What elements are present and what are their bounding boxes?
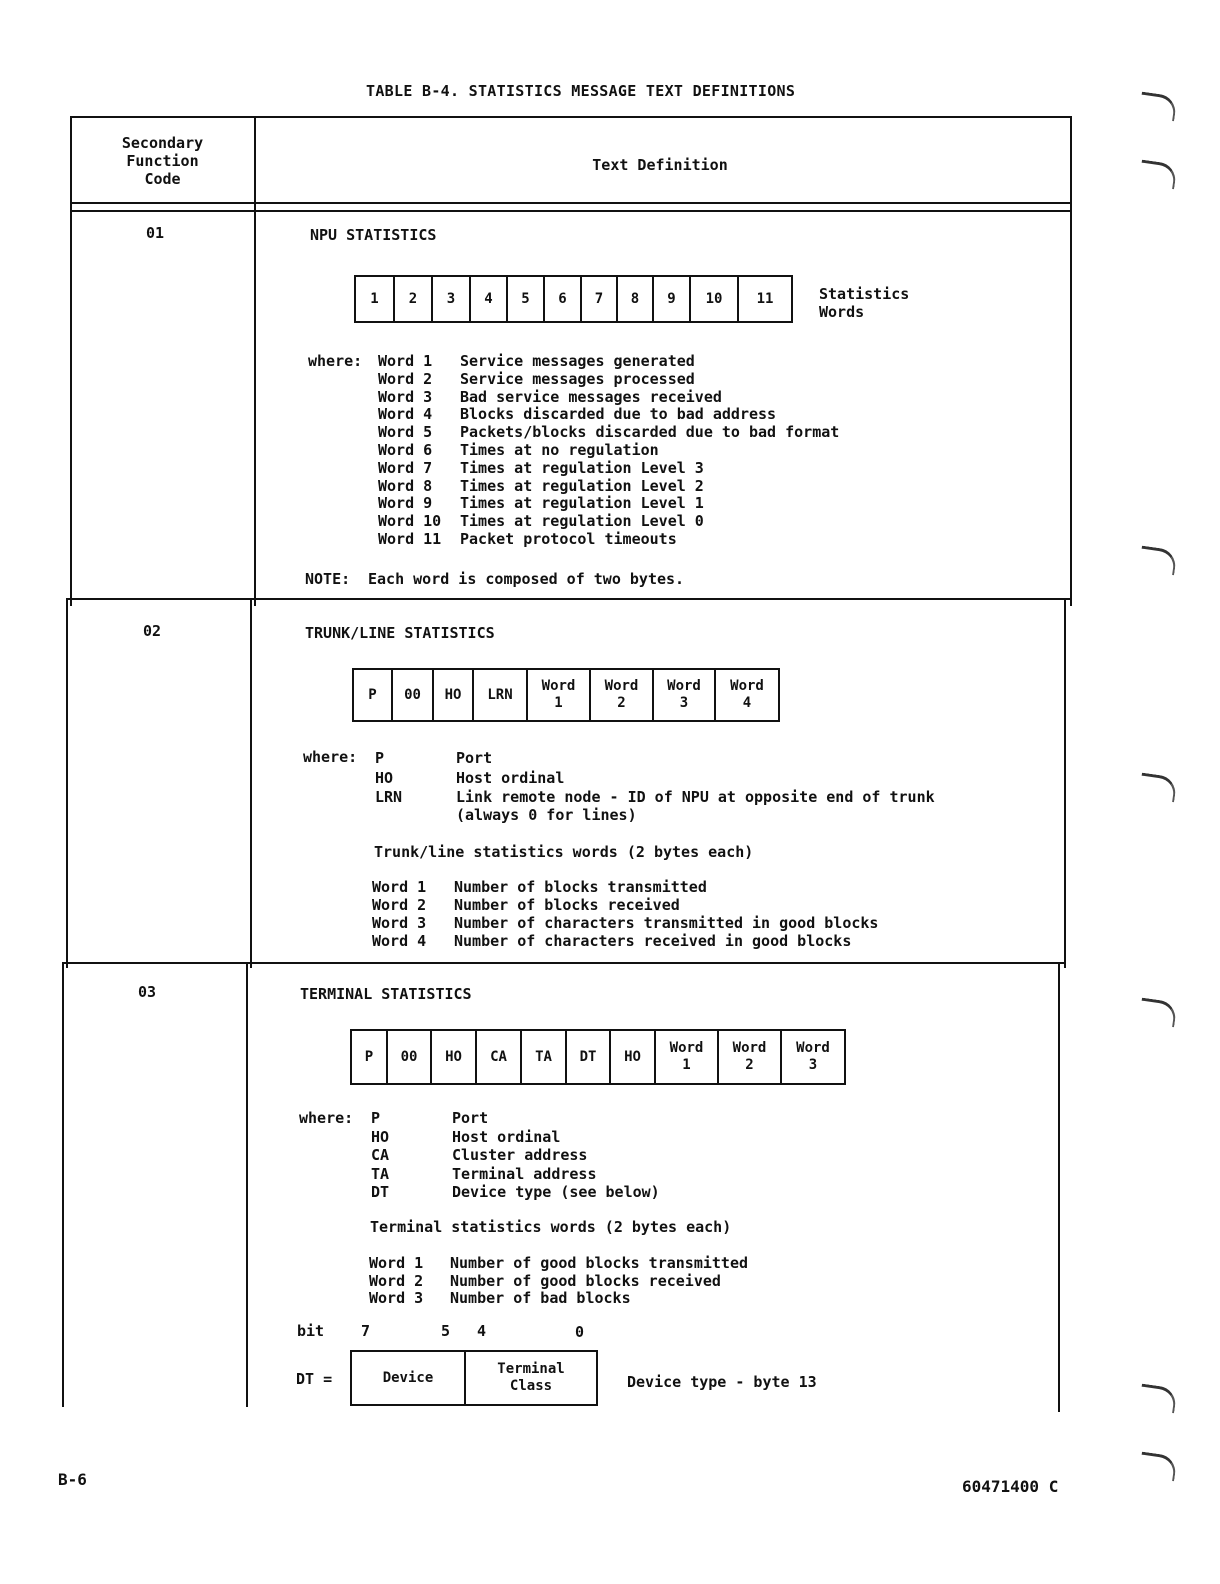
definition-text: Times at no regulation (460, 441, 659, 459)
definition-term: LRN (375, 788, 403, 806)
definition-text: Cluster address (452, 1146, 588, 1164)
note-label: NOTE: (305, 570, 351, 588)
bit-7: 7 (361, 1322, 371, 1340)
header-rule-2 (70, 210, 1072, 212)
definition-text: Service messages generated (460, 352, 695, 370)
field-box: P (352, 1031, 388, 1083)
field-box: HO (434, 670, 474, 720)
definition-text: Port (456, 749, 493, 767)
definition-text: Number of characters transmitted in good blocks (454, 914, 879, 932)
word-box: 5 (508, 277, 545, 321)
table-title: TABLE B-4. STATISTICS MESSAGE TEXT DEFINITIONS (366, 82, 796, 100)
field-box: 00 (388, 1031, 432, 1083)
field-box: CA (477, 1031, 522, 1083)
field-box: Word 3 (796, 1040, 830, 1073)
bit-label: bit (297, 1322, 325, 1340)
field-box: DT (567, 1031, 611, 1083)
word-box: 1 (356, 277, 395, 321)
header-text-definition: Text Definition (592, 156, 728, 174)
terminal-boxes (350, 1029, 846, 1085)
definition-term: DT (371, 1183, 390, 1201)
code-02: 02 (143, 622, 162, 640)
terminal-class-box: Terminal Class (497, 1361, 565, 1394)
definition-term: Word 7 (378, 458, 433, 477)
definition-term: Word 3 (378, 387, 433, 406)
definition-text: Number of blocks transmitted (454, 878, 707, 896)
word-box: 11 (756, 290, 774, 307)
definition-text: Number of blocks received (454, 896, 680, 914)
column-divider-low (246, 962, 248, 1407)
field-box: HO (432, 1031, 477, 1083)
table-top-border (70, 116, 1072, 118)
bit-0: 0 (575, 1323, 585, 1341)
definition-text: Host ordinal (452, 1127, 561, 1146)
note-text: Each word is composed of two bytes. (368, 570, 685, 588)
table-left-border (70, 116, 72, 606)
definition-term: Word 3 (372, 914, 427, 932)
table-left-border-low (62, 962, 64, 1407)
field-box: LRN (474, 670, 528, 720)
word-box: 4 (471, 277, 508, 321)
definition-text: Number of good blocks transmitted (450, 1254, 749, 1272)
header-secondary-function-code: Secondary Function Code (121, 134, 204, 188)
word-box: 10 (691, 277, 739, 321)
table-right-border-low (1058, 962, 1060, 1412)
binder-hole-mark (1138, 773, 1177, 803)
definition-text: Times at regulation Level 1 (460, 494, 704, 513)
definition-text: Host ordinal (456, 768, 565, 787)
bit-5: 5 (441, 1322, 451, 1340)
definition-term: TA (371, 1164, 390, 1183)
field-box: HO (611, 1031, 656, 1083)
definition-text: Times at regulation Level 2 (460, 476, 704, 495)
terminal-words-heading: Terminal statistics words (2 bytes each) (370, 1218, 732, 1236)
field-box: Word 3 (654, 670, 716, 720)
definition-term: Word 5 (378, 423, 433, 442)
document-number: 60471400 C (962, 1477, 1059, 1496)
word-box: 3 (433, 277, 471, 321)
definition-term: CA (371, 1146, 390, 1164)
field-box: Word 2 (591, 670, 654, 720)
definition-term: Word 1 (372, 878, 427, 896)
definition-text: Terminal address (452, 1164, 597, 1183)
definition-text: Service messages processed (460, 369, 695, 388)
trunk-line-boxes (352, 668, 780, 722)
code-01: 01 (146, 224, 165, 242)
definition-term: Word 3 (369, 1289, 424, 1307)
field-box: P (354, 670, 393, 720)
dt-boxes (350, 1350, 598, 1406)
definition-term: Word 9 (378, 494, 433, 513)
binder-hole-mark (1138, 546, 1177, 576)
where-label: where: (299, 1109, 354, 1127)
row-divider-01 (68, 598, 1072, 600)
definition-term: Word 4 (378, 405, 433, 424)
dt-description: Device type - byte 13 (627, 1373, 817, 1391)
npu-statistics-heading: NPU STATISTICS (310, 226, 437, 244)
code-03: 03 (138, 983, 157, 1001)
table-right-border (1070, 116, 1072, 606)
word-box: 9 (654, 277, 691, 321)
definition-term: Word 8 (378, 476, 433, 495)
where-label: where: (308, 352, 363, 370)
definition-text: Packet protocol timeouts (460, 530, 677, 548)
binder-hole-mark (1138, 1384, 1177, 1414)
definition-text: Packets/blocks discarded due to bad format (460, 423, 840, 442)
definition-text: Port (452, 1109, 489, 1127)
lrn-continuation: (always 0 for lines) (456, 806, 637, 824)
binder-hole-mark (1138, 160, 1177, 190)
table-left-border-mid (66, 598, 68, 968)
field-box: Word 2 (719, 1031, 782, 1083)
trunk-words-heading: Trunk/line statistics words (2 bytes each) (374, 843, 754, 861)
definition-text: Times at regulation Level 3 (460, 458, 704, 477)
page-number: B-6 (58, 1470, 87, 1489)
definition-text: Times at regulation Level 0 (460, 512, 704, 531)
definition-term: Word 2 (372, 896, 427, 914)
field-box: Word 4 (730, 678, 764, 711)
definition-term: Word 2 (369, 1271, 424, 1290)
word-box: 8 (618, 277, 654, 321)
definition-term: Word 11 (378, 530, 442, 548)
dt-label: DT = (296, 1370, 333, 1388)
definition-text: Bad service messages received (460, 387, 722, 406)
definition-term: Word 2 (378, 369, 433, 388)
definition-text: Number of good blocks received (450, 1271, 721, 1290)
definition-term: HO (375, 768, 394, 787)
row-divider-02 (64, 962, 1064, 964)
definition-term: P (375, 749, 385, 767)
field-box: Word 1 (528, 670, 591, 720)
binder-hole-mark (1138, 1452, 1177, 1482)
definition-term: Word 1 (369, 1254, 424, 1272)
column-divider-mid (250, 598, 252, 968)
definition-text: Blocks discarded due to bad address (460, 405, 777, 424)
definition-term: Word 10 (378, 512, 442, 531)
definition-term: HO (371, 1127, 390, 1146)
field-box: 00 (393, 670, 434, 720)
npu-word-boxes (354, 275, 793, 323)
word-box: 7 (582, 277, 618, 321)
trunk-line-statistics-heading: TRUNK/LINE STATISTICS (305, 624, 495, 642)
bit-4: 4 (477, 1322, 487, 1340)
column-divider (254, 116, 256, 606)
terminal-statistics-heading: TERMINAL STATISTICS (300, 985, 472, 1003)
word-box: 2 (395, 277, 433, 321)
word-box: 6 (545, 277, 582, 321)
binder-hole-mark (1138, 998, 1177, 1028)
definition-text: Device type (see below) (452, 1183, 660, 1201)
definition-text: Number of bad blocks (450, 1289, 631, 1307)
table-right-border-mid (1064, 598, 1066, 968)
definition-text: Number of characters received in good blocks (454, 932, 852, 950)
device-box: Device (352, 1352, 466, 1404)
header-rule-1 (70, 202, 1072, 204)
definition-term: Word 1 (378, 352, 433, 370)
where-label: where: (303, 748, 358, 766)
binder-hole-mark (1138, 92, 1177, 122)
definition-term: Word 6 (378, 441, 433, 459)
definition-term: P (371, 1109, 381, 1127)
field-box: TA (522, 1031, 567, 1083)
field-box: Word 1 (656, 1031, 719, 1083)
definition-text: Link remote node - ID of NPU at opposite end of trunk (456, 788, 935, 806)
statistics-words-label: Statistics Words (819, 285, 910, 321)
definition-term: Word 4 (372, 932, 427, 950)
